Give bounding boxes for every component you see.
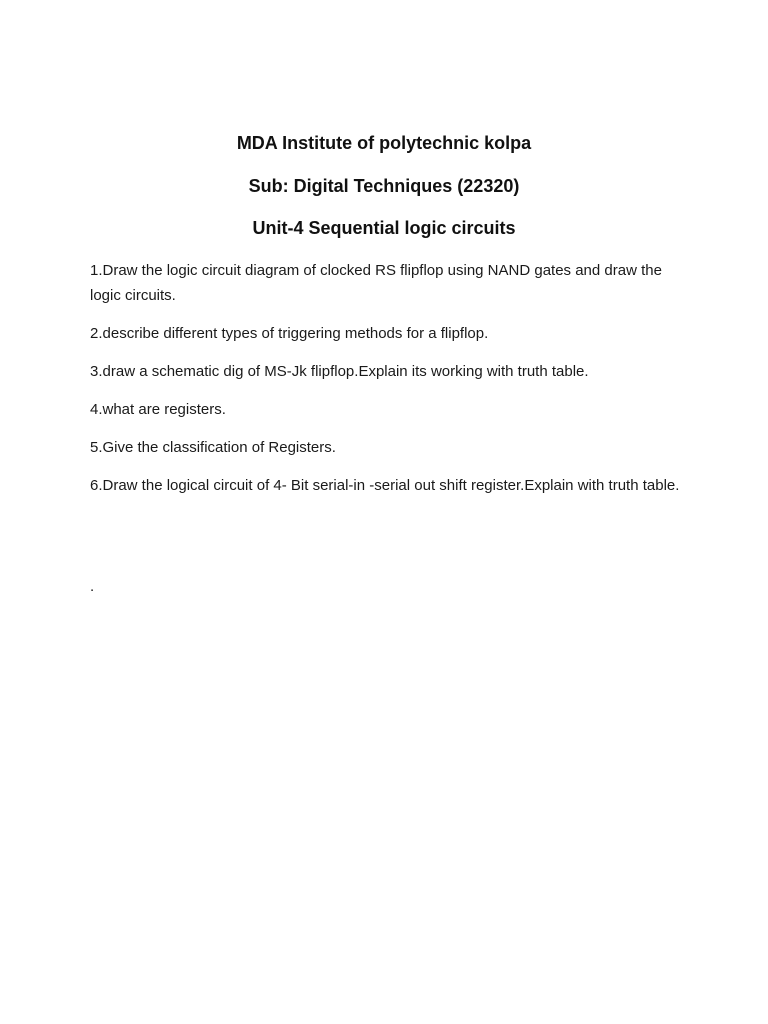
subject-title: Sub: Digital Techniques (22320) [248,176,520,196]
question-6: 6.Draw the logical circuit of 4- Bit serial-in -serial out shift register.Explain with truth table. [90,477,680,494]
question-2: 2.describe different types of triggering methods for a flipflop. [90,325,489,342]
question-1: 1.Draw the logic circuit diagram of clocked RS flipflop using NAND gates and draw the logic circuits. [90,262,662,304]
question-4: 4.what are registers. [90,401,226,418]
trailing-period: . [90,578,95,595]
question-5: 5.Give the classification of Registers. [90,439,336,456]
question-3: 3.draw a schematic dig of MS-Jk flipflop.Explain its working with truth table. [90,363,589,380]
question-list [90,258,690,511]
institute-title: MDA Institute of polytechnic kolpa [236,133,532,153]
unit-title: Unit-4 Sequential logic circuits [252,218,516,238]
